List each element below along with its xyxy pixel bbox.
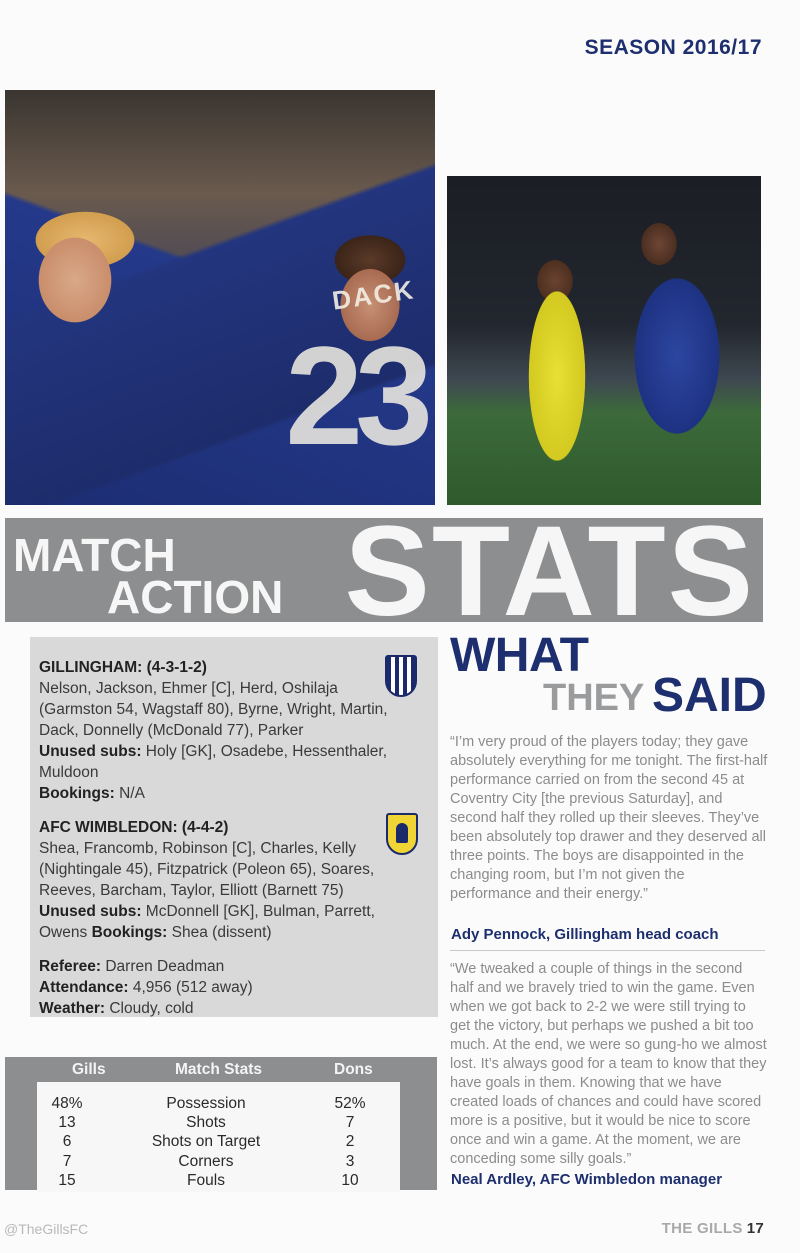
- magazine-title: THE GILLS: [661, 1220, 743, 1237]
- referee-value: Darren Deadman: [101, 958, 225, 975]
- stats-header-home: Gills: [72, 1061, 106, 1078]
- celebration-photo: [5, 90, 435, 505]
- stat-name: Shots on Target: [151, 1133, 261, 1151]
- referee-label: Referee:: [39, 958, 102, 975]
- quote-divider: [450, 950, 765, 951]
- stats-row: [37, 1094, 407, 1113]
- stat-home: 13: [58, 1114, 76, 1132]
- unused-list: McDonnell [GK], Bulman, Parrett, Owens: [39, 903, 375, 941]
- stats-row: [37, 1152, 407, 1171]
- season-title: SEASON 2016/17: [584, 36, 762, 59]
- stat-name: Shots: [186, 1114, 226, 1132]
- page-footer: [662, 1220, 764, 1237]
- weather-line: [39, 998, 409, 1019]
- stat-home: 48%: [51, 1095, 83, 1112]
- quote-pennock: “I’m very proud of the players today; they gave absolutely everything for me tonight. The first-half performance carried on from the second 45 at Coventry City [the previous Saturday], and second half they rolled up their sleeves. They’ve been absolutely top drawer and they deserved all three points. The boys are disappointed in the changing room, but I’m not given the performance and their energy.”: [450, 734, 768, 902]
- stat-name: Fouls: [187, 1171, 225, 1189]
- wimbledon-heading: AFC WIMBLEDON: (4-4-2): [39, 819, 229, 836]
- gillingham-lineup: Nelson, Jackson, Ehmer [C], Herd, Oshilaja (Garmston 54, Wagstaff 80), Byrne, Wright, Martin, Dack, Donnelly (McDonald 77), Parker: [39, 680, 388, 739]
- attendance-label: Attendance:: [39, 979, 129, 996]
- stats-row: [37, 1132, 407, 1151]
- stats-header-away: Dons: [334, 1061, 373, 1078]
- bookings-label: Bookings:: [91, 924, 168, 941]
- bookings-label: Bookings:: [39, 785, 115, 802]
- banner-stats-word: STATS: [344, 518, 755, 622]
- stat-name: Corners: [178, 1152, 234, 1170]
- stat-home: 6: [62, 1133, 72, 1151]
- banner-match-word: MATCH: [13, 529, 176, 581]
- stat-away: 7: [345, 1114, 355, 1132]
- shirt-number: 23: [285, 317, 425, 474]
- shirt-name: DACK: [330, 274, 417, 316]
- stat-away: 3: [345, 1152, 355, 1170]
- weather-label: Weather:: [39, 1000, 106, 1017]
- attendance-value: 4,956 (512 away): [128, 979, 253, 996]
- stat-home: 7: [62, 1152, 72, 1170]
- action-photo: [447, 176, 761, 505]
- they-heading: THEY: [543, 677, 645, 719]
- stat-away: 10: [341, 1171, 359, 1189]
- stat-away: 52%: [334, 1095, 366, 1112]
- match-action-stats-banner: [5, 518, 763, 622]
- page-number: 17: [746, 1220, 764, 1237]
- stats-row: [37, 1171, 407, 1190]
- twitter-handle: @TheGillsFC: [4, 1221, 89, 1237]
- wimbledon-lineup: [39, 838, 409, 943]
- attribution-pennock: Ady Pennock, Gillingham head coach: [451, 926, 719, 943]
- stats-header-title: Match Stats: [175, 1061, 262, 1078]
- bookings-value: Shea (dissent): [167, 924, 272, 941]
- banner-action-word: ACTION: [107, 571, 284, 622]
- attendance-line: [39, 977, 409, 998]
- said-heading: SAID: [652, 669, 767, 722]
- bookings-value: N/A: [114, 785, 145, 802]
- wimbledon-lineup-text: Shea, Francomb, Robinson [C], Charles, Kelly (Nightingale 45), Fitzpatrick (Poleon 65), Soares, Reeves, Barcham, Taylor, Elliott (Barnett 75): [39, 840, 375, 899]
- stat-home: 15: [58, 1171, 76, 1189]
- gillingham-bookings: [39, 783, 409, 804]
- stat-away: 2: [345, 1133, 355, 1151]
- gillingham-heading: GILLINGHAM: (4-3-1-2): [39, 659, 207, 676]
- unused-label: Unused subs:: [39, 903, 142, 920]
- attribution-ardley: Neal Ardley, AFC Wimbledon manager: [451, 1171, 723, 1188]
- unused-label: Unused subs:: [39, 743, 142, 760]
- stats-rows: [37, 1094, 407, 1190]
- quote-ardley: “We tweaked a couple of things in the second half and we bravely tried to win the game. Even when we got back to 2-2 we were still trying to get the victory, but perhaps we pushed a bit too much. At the end, we were so gung-ho we almost lost. It’s always good for a team to know that they have goals in them. Knowing that we have created loads of chances and could have scored more is a positive, but it would be nice to score once and win a game. At the moment, we are conceding some silly goals.”: [450, 961, 767, 1167]
- what-heading: WHAT: [450, 629, 589, 682]
- teamsheet: [39, 657, 409, 1019]
- stats-row: [37, 1113, 407, 1132]
- stat-name: Possession: [166, 1095, 246, 1112]
- weather-value: Cloudy, cold: [105, 1000, 194, 1017]
- gillingham-unused: [39, 741, 409, 783]
- unused-list: Holy [GK], Osadebe, Hessenthaler, Muldoon: [39, 743, 388, 781]
- referee-line: [39, 956, 409, 977]
